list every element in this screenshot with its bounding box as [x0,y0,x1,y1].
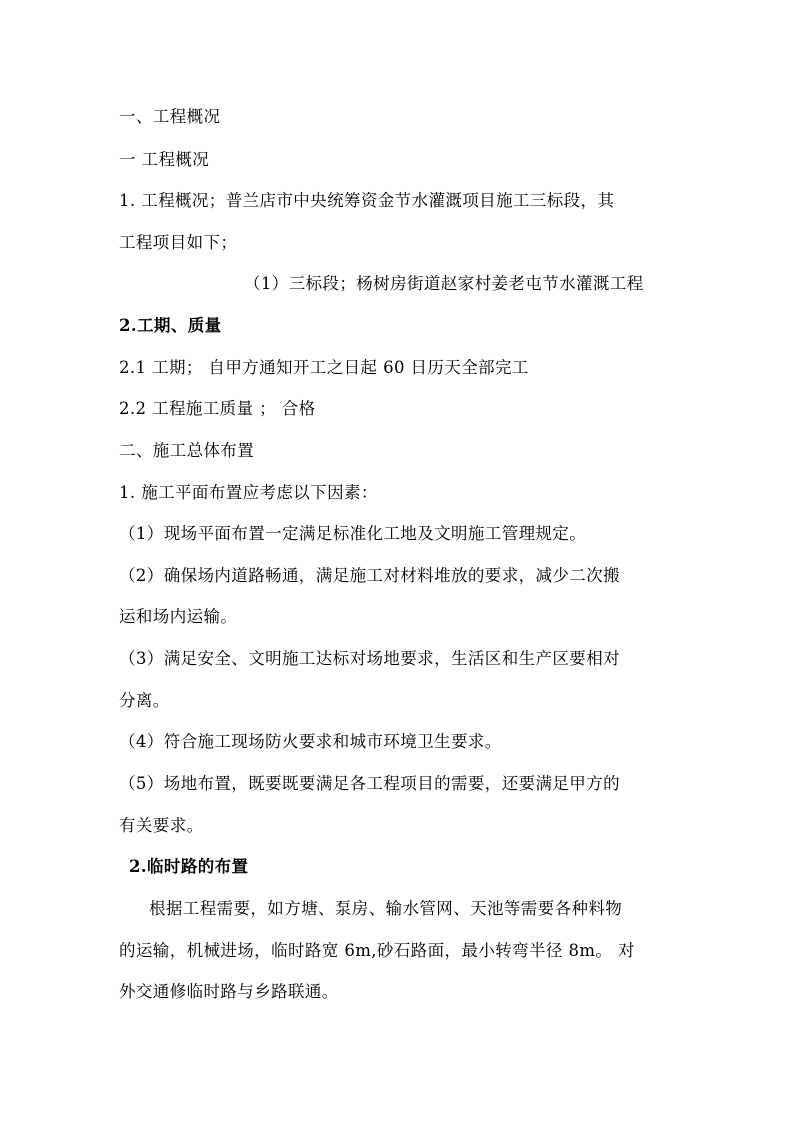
paragraph-line: 2.1 工期； 自甲方通知开工之日起 60 日历天全部完工 [119,358,529,377]
paragraph-line: 工程项目如下； [119,233,238,252]
list-item: （5）场地布置，既要既要满足各工程项目的需要，还要满足甲方的 [119,774,620,793]
section-heading: 2.工期、质量 [119,316,222,335]
section-heading: 2.临时路的布置 [129,857,249,876]
list-item: （1）三标段；杨树房街道赵家村姜老屯节水灌溉工程 [244,274,644,293]
paragraph-line: 2.2 工程施工质量 ； 合格 [119,399,316,418]
paragraph-line: 1. 施工平面布置应考虑以下因素： [119,483,378,502]
paragraph-line: 的运输，机械进场，临时路宽 6m,砂石路面，最小转弯半径 8m。 对 [119,941,635,960]
paragraph-line: 1. 工程概况；普兰店市中央统筹资金节水灌溉项目施工三标段，其 [119,191,615,210]
list-item-continuation: 分离。 [119,691,170,710]
subsection-heading: 一 工程概况 [119,150,210,169]
list-item: （2）确保场内道路畅通，满足施工对材料堆放的要求，减少二次搬 [119,566,620,585]
list-item: （1）现场平面布置一定满足标准化工地及文明施工管理规定。 [119,524,587,543]
paragraph-line: 根据工程需要，如方塘、泵房、输水管网、天池等需要各种料物 [149,899,623,918]
list-item: （4）符合施工现场防火要求和城市环境卫生要求。 [119,732,502,751]
paragraph-line: 外交通修临时路与乡路联通。 [119,982,339,1001]
list-item-continuation: 有关要求。 [119,816,204,835]
section-heading-2: 二、施工总体布置 [119,441,255,460]
section-heading-1: 一、工程概况 [119,107,221,126]
list-item-continuation: 运和场内运输。 [119,607,238,626]
list-item: （3）满足安全、文明施工达标对场地要求，生活区和生产区要相对 [119,649,620,668]
